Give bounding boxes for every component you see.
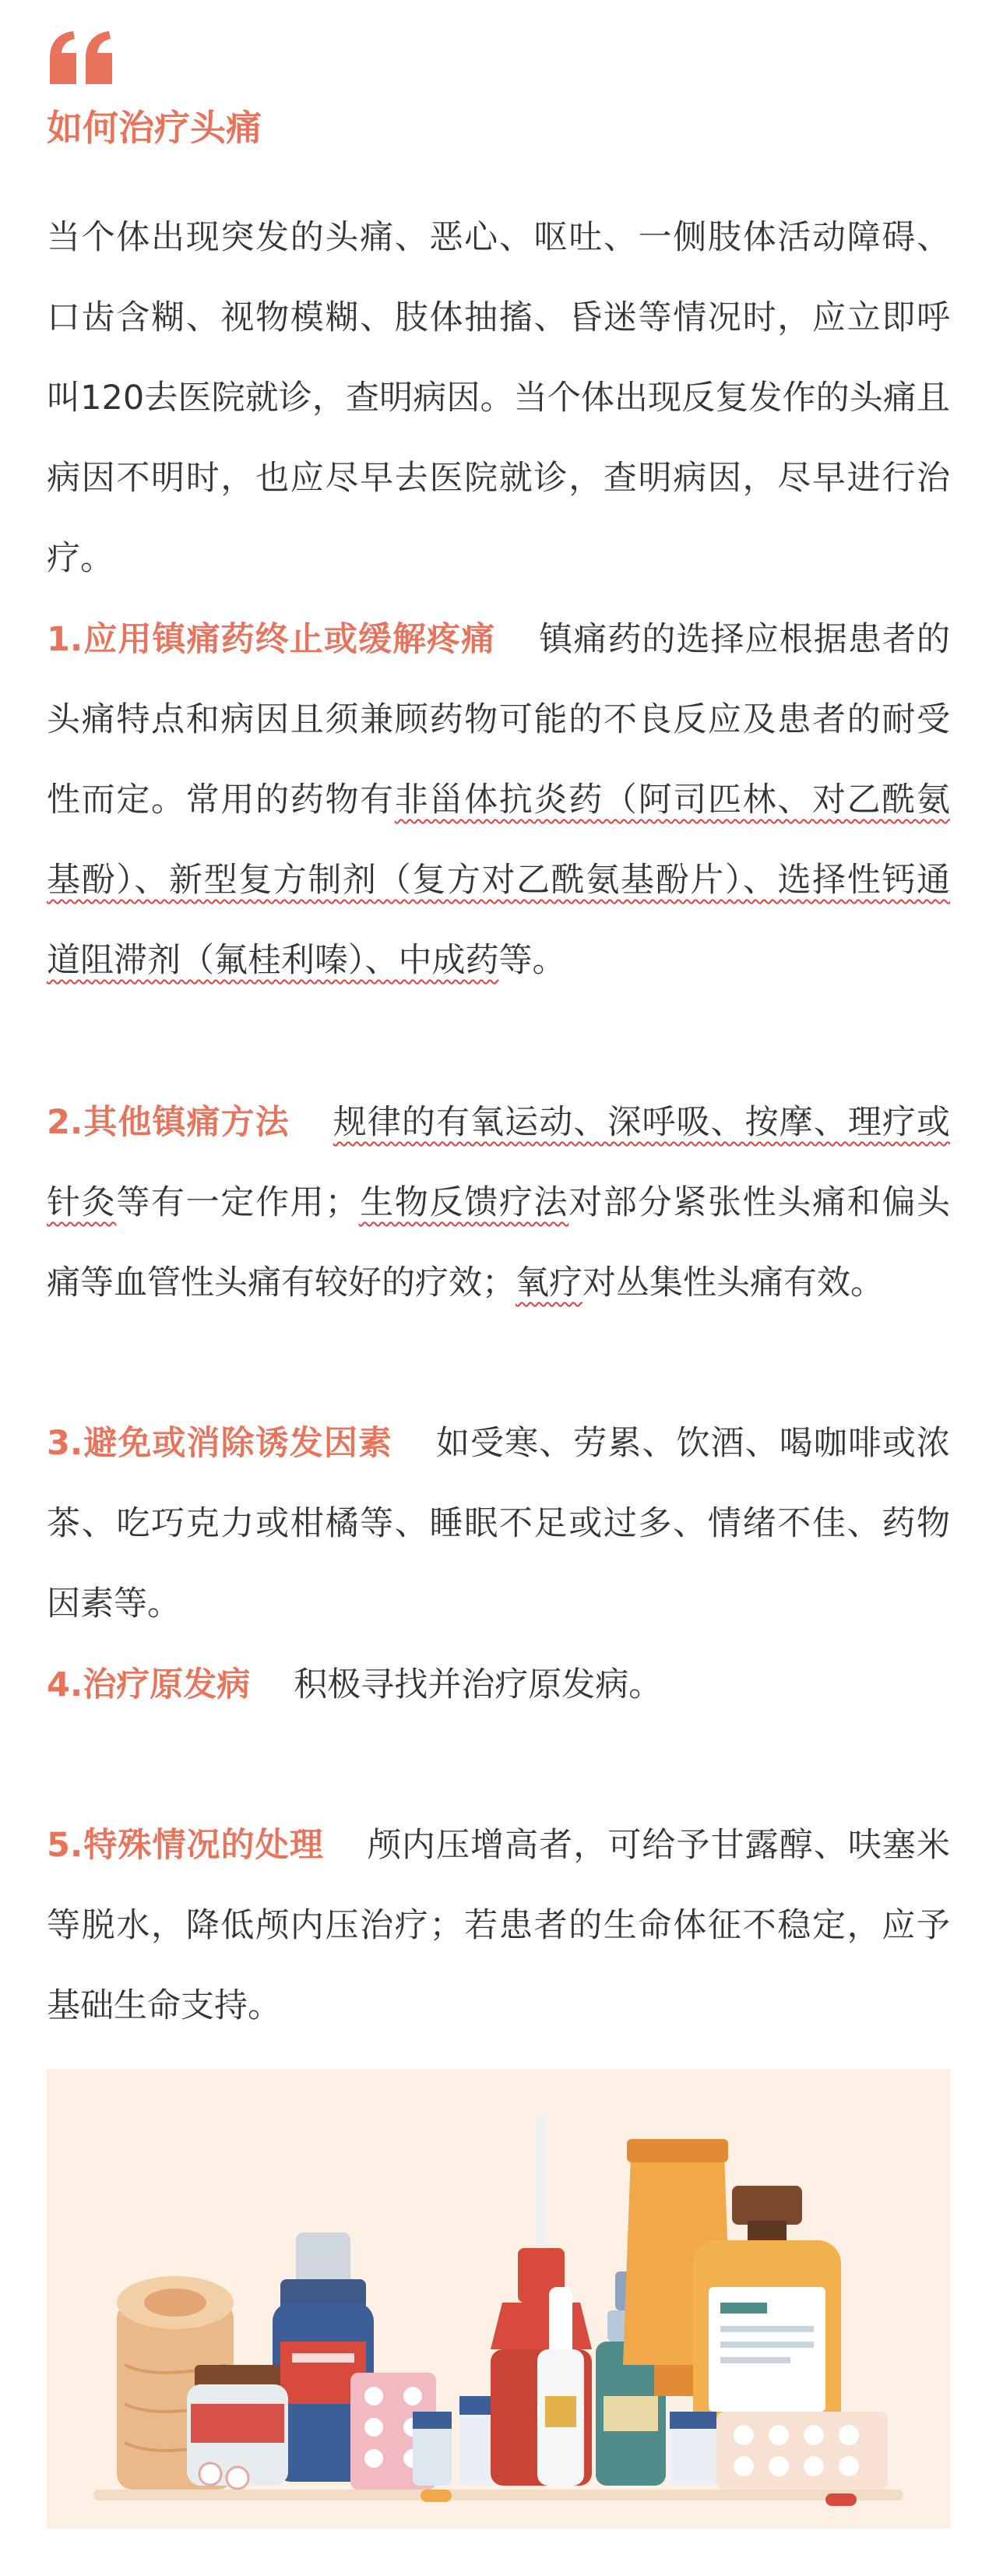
section-4-heading: 4.治疗原发病 — [47, 1665, 251, 1704]
section-5 — [47, 1806, 950, 2046]
medicine-bottles-illustration — [47, 2069, 950, 2528]
section-2-text-d: 对部分紧张性头痛和偏头痛等血管性头痛有较好的疗效； — [47, 1183, 951, 1302]
section-1-text-c: 等。 — [498, 941, 566, 980]
section-1 — [47, 600, 950, 1001]
section-3-text: 如受寒、劳累、饮酒、喝咖啡或浓茶、吃巧克力或柑橘等、睡眠不足或过多、情绪不佳、药物因素等。 — [47, 1424, 950, 1623]
intro-paragraph: 当个体出现突发的头痛、恶心、呕吐、一侧肢体活动障碍、口齿含糊、视物模糊、肢体抽搐、昏迷等情况时，应立即呼叫120去医院就诊，查明病因。当个体出现反复发作的头痛且病因不明时，也应尽早去医院就诊，查明病因，尽早进行治疗。 — [47, 218, 950, 578]
section-3-heading: 3.避免或消除诱发因素 — [47, 1424, 392, 1463]
section-5-text: 颅内压增高者，可给予甘露醇、呋塞米等脱水，降低颅内压治疗；若患者的生命体征不稳定，应予基础生命支持。 — [47, 1826, 950, 2025]
section-2-heading: 2.其他镇痛方法 — [47, 1103, 290, 1142]
page-title: 如何治疗头痛 — [47, 107, 262, 149]
section-1-text-a: 镇痛药的选择应根据患者的头痛特点和病因且须兼顾药物可能的不良反应及患者的耐受性而定。常用的药物有 — [47, 620, 950, 819]
section-2-text-f: 对丛集性头痛有效。 — [582, 1263, 884, 1302]
section-4-text: 积极寻找并治疗原发病。 — [294, 1665, 663, 1704]
quote-mark-icon — [47, 30, 117, 86]
section-3 — [47, 1404, 950, 1644]
section-1-drug-list: 非甾体抗炎药（阿司匹林、对乙酰氨基酚）、新型复方制剂（复方对乙酰氨基酚片）、选择性钙通道阻滞剂（氟桂利嗪）、中成药 — [47, 781, 951, 980]
section-2 — [47, 1083, 950, 1323]
section-4 — [47, 1645, 950, 1725]
section-1-heading: 1.应用镇痛药终止或缓解疼痛 — [47, 620, 496, 659]
section-5-heading: 5.特殊情况的处理 — [47, 1826, 324, 1865]
section-2-text-b: 等有一定作用； — [116, 1183, 359, 1222]
section-2-methods: 规律的有氧运动、深呼吸、按摩、理疗或针灸 — [47, 1103, 950, 1222]
section-2-oxygen: 氧疗 — [516, 1263, 582, 1302]
section-2-biofeedback: 生物反馈疗法 — [358, 1183, 569, 1222]
